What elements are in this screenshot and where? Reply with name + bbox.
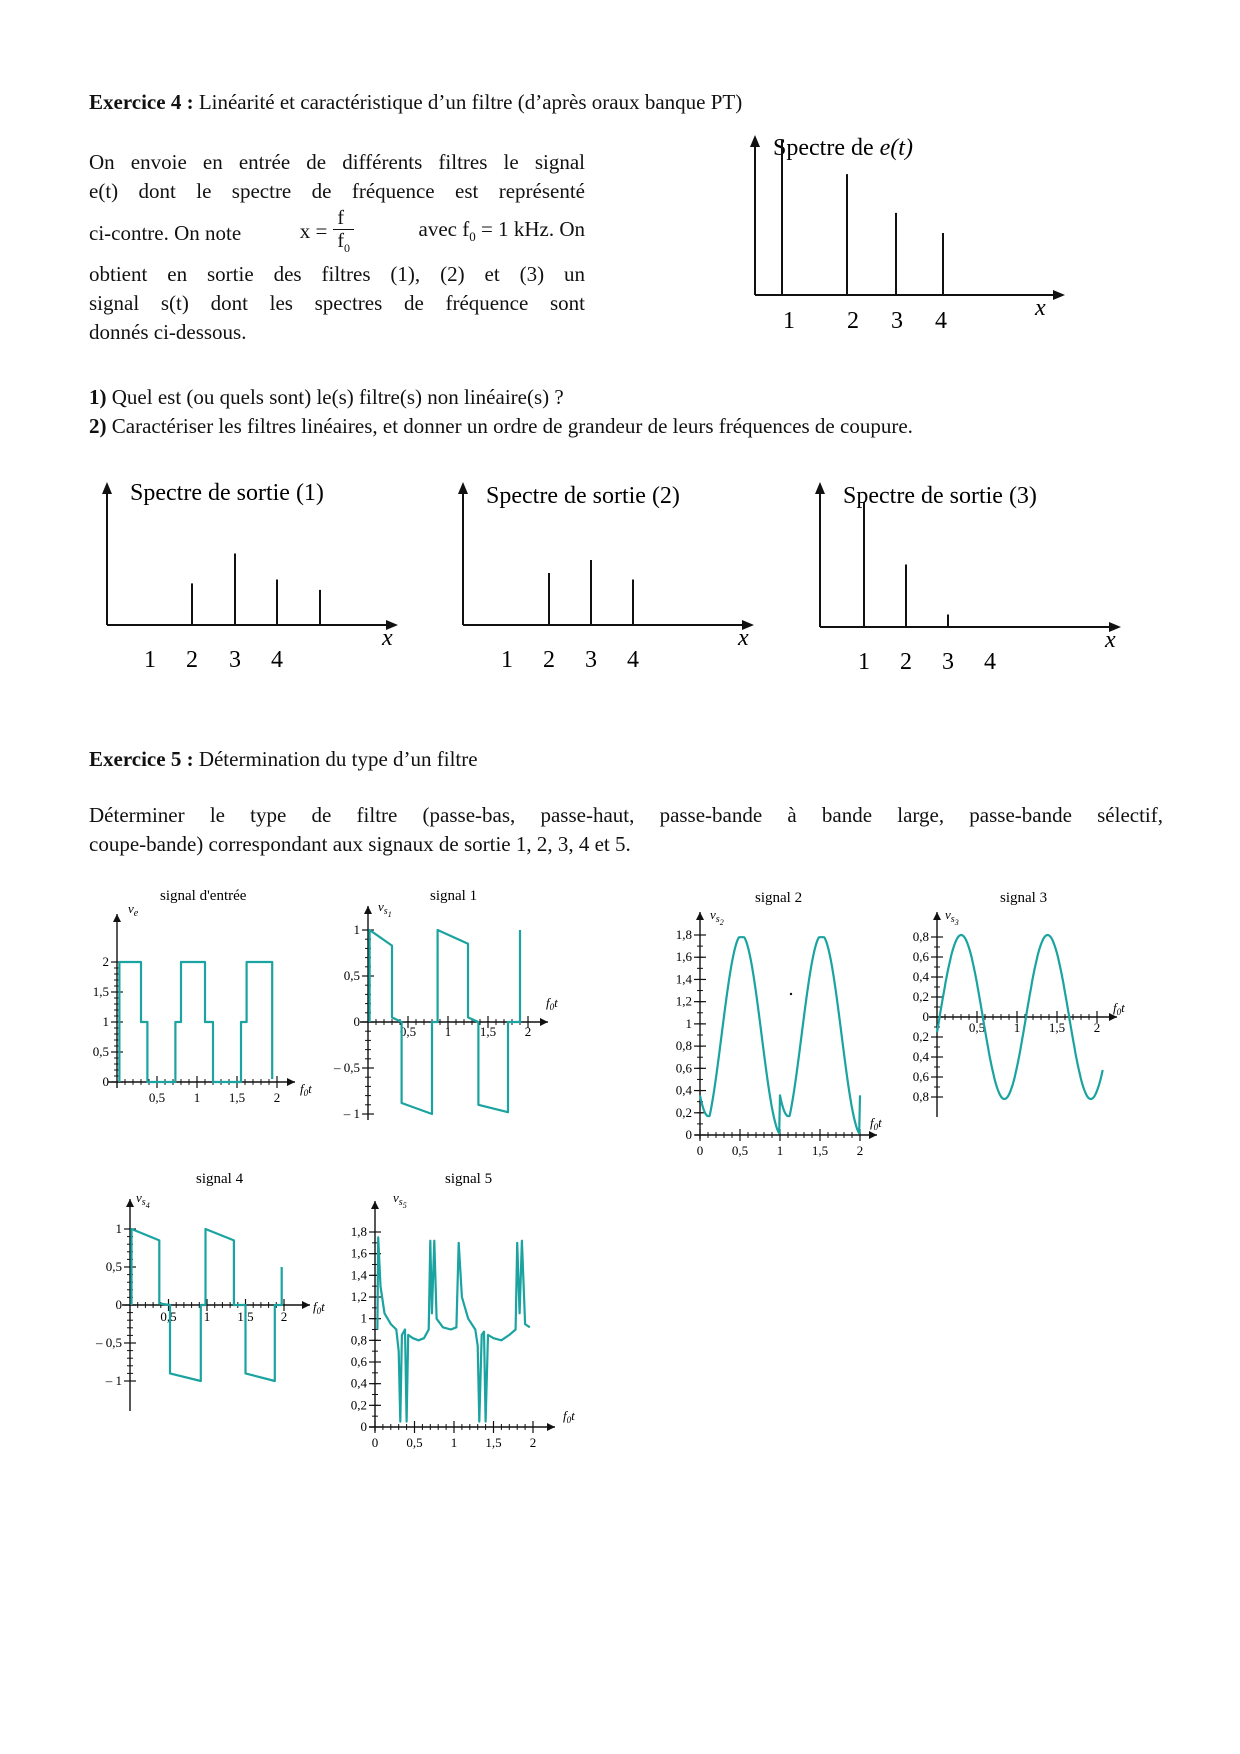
plot-s2-ytick: 1,4 bbox=[675, 971, 692, 987]
plot-s1-ytick: 1 bbox=[353, 922, 360, 937]
output-spectrum-3 bbox=[805, 470, 1145, 670]
plot-entree-ytick: 2 bbox=[102, 954, 109, 969]
ex4-questions bbox=[89, 383, 1169, 441]
spec-o3-tick-2: 2 bbox=[900, 649, 912, 670]
plot-s4-ytick: 0 bbox=[115, 1297, 122, 1312]
spec-o1-tick-4: 4 bbox=[271, 647, 283, 670]
plot-s1-title: signal 1 bbox=[430, 888, 478, 904]
plot-s3-xtick: 0,5 bbox=[968, 1020, 986, 1035]
plot-s1-xtick: 0,5 bbox=[399, 1024, 417, 1039]
plot-s5-ytick: 0,8 bbox=[350, 1332, 367, 1348]
plot-s5-xtick: 1 bbox=[450, 1435, 458, 1450]
plot-s3-xtick: 1 bbox=[1013, 1020, 1021, 1035]
plot-s2-ytick: 0 bbox=[685, 1127, 692, 1142]
plot-entree-ylabel: $v_e$ bbox=[128, 901, 139, 919]
plot-s3-xtick: 2 bbox=[1093, 1020, 1101, 1035]
spec-o1-tick-3: 3 bbox=[229, 647, 241, 670]
input-spectrum-title: Spectre de e(t) bbox=[773, 135, 913, 161]
plot-s5-ytick: 0,2 bbox=[350, 1397, 367, 1413]
plot-s3-ytick: 0,2 bbox=[912, 1029, 929, 1044]
plot-s5-ytick: 1,6 bbox=[350, 1245, 367, 1261]
plot-entree-ytick: 1 bbox=[102, 1014, 109, 1029]
plot-s3-ytick: 0,4 bbox=[912, 969, 929, 984]
plot-s3-title: signal 3 bbox=[1000, 890, 1048, 906]
plot-signal-5 bbox=[345, 1165, 585, 1465]
spec-o3-tick-1: 1 bbox=[858, 649, 870, 670]
spec-o1-tick-1: 1 bbox=[144, 647, 156, 670]
output-spectrum-1-title: Spectre de sortie (1) bbox=[130, 480, 324, 506]
plot-s1-ytick: 0 bbox=[353, 1014, 360, 1029]
plot-s2-dot bbox=[790, 993, 792, 995]
plot-entree-ytick: 1,5 bbox=[92, 984, 109, 999]
spec-in-tick-3: 3 bbox=[891, 308, 903, 334]
plot-s3-ytick: 0,6 bbox=[912, 1069, 929, 1084]
plot-entree-xtick: 1 bbox=[193, 1090, 201, 1105]
output-spectrum-2 bbox=[448, 470, 778, 670]
plot-s2-ylabel: $v_{s2}$ bbox=[710, 907, 724, 927]
plot-s4-ytick: – 1 bbox=[105, 1373, 122, 1388]
output-spectrum-1 bbox=[92, 470, 422, 670]
plot-s2-xtick: 2 bbox=[856, 1143, 864, 1158]
plot-entree-curve bbox=[119, 962, 272, 1082]
plot-s5-ytick: 0,4 bbox=[350, 1375, 367, 1391]
plot-s5-ytick: 0 bbox=[360, 1419, 367, 1434]
input-spectrum-xlabel: x bbox=[1035, 295, 1046, 321]
plot-s2-xtick: 1,5 bbox=[811, 1143, 829, 1158]
plot-s4-xlabel: $f_0t$ bbox=[313, 1299, 325, 1316]
plot-entree-xlabel: $f_0t$ bbox=[300, 1081, 312, 1098]
plot-s2-ytick: 1,8 bbox=[675, 927, 692, 942]
plot-s3-ytick: 0,8 bbox=[912, 929, 929, 944]
ex5-title: Exercice 5 : Détermination du type d’un filtre bbox=[89, 747, 478, 771]
plot-s1-xtick: 1,5 bbox=[479, 1024, 497, 1039]
spec-o1-tick-2: 2 bbox=[186, 647, 198, 670]
plot-s5-xtick: 0 bbox=[371, 1435, 379, 1450]
plot-entree-ytick: 0,5 bbox=[92, 1044, 109, 1059]
plot-entree-xtick: 1,5 bbox=[228, 1090, 246, 1105]
plot-s4-xtick: 2 bbox=[280, 1309, 288, 1324]
plot-s3-ytick: 0,4 bbox=[912, 1049, 929, 1064]
plot-entree-ytick: 0 bbox=[102, 1074, 109, 1089]
plot-s2-xtick: 0,5 bbox=[731, 1143, 749, 1158]
plot-s2-ytick: 0,4 bbox=[675, 1082, 692, 1098]
plot-s2-ytick: 0,8 bbox=[675, 1038, 692, 1054]
plot-s5-ytick: 1,4 bbox=[350, 1267, 367, 1283]
plot-s1-xtick: 2 bbox=[524, 1024, 532, 1039]
plot-s2-xtick: 1 bbox=[776, 1143, 784, 1158]
plot-s4-ytick: 0,5 bbox=[105, 1259, 122, 1274]
ex5-text: Déterminer le type de filtre (passe-bas, passe-haut, passe-bande à bande large, passe-bande sélectif, coupe-bande) correspondant aux signaux de sortie 1, 2, 3, 4 et 5. bbox=[89, 803, 1163, 856]
plot-s5-xtick: 2 bbox=[529, 1435, 537, 1450]
plot-s3-xlabel: $f_0t$ bbox=[1113, 1000, 1125, 1017]
plot-s1-xlabel: $f_0t$ bbox=[546, 995, 558, 1012]
plot-s2-ytick: 1,2 bbox=[675, 993, 692, 1009]
plot-entree-xtick: 2 bbox=[273, 1090, 281, 1105]
question-1: 1) Quel est (ou quels sont) le(s) filtre(s) non linéaire(s) ? bbox=[89, 385, 564, 409]
output-spectrum-1-xlabel: x bbox=[382, 625, 393, 651]
plot-s4-xtick: 0,5 bbox=[160, 1309, 177, 1324]
plot-s4-title: signal 4 bbox=[196, 1171, 244, 1187]
plot-s1-xtick: 1 bbox=[444, 1024, 452, 1039]
spec-o2-tick-2: 2 bbox=[543, 647, 555, 670]
input-spectrum bbox=[735, 125, 1075, 335]
plot-s1-ytick: 0,5 bbox=[343, 968, 360, 983]
plot-s3-xtick: 1,5 bbox=[1048, 1020, 1066, 1035]
plot-s5-title: signal 5 bbox=[445, 1171, 493, 1187]
plot-s2-title: signal 2 bbox=[755, 890, 803, 906]
plot-s3-ytick: 0 bbox=[922, 1009, 929, 1024]
spec-o3-tick-3: 3 bbox=[942, 649, 954, 670]
output-spectrum-2-title: Spectre de sortie (2) bbox=[486, 483, 680, 509]
plot-s3-ytick: 0,8 bbox=[912, 1089, 929, 1104]
plot-s2-xlabel: $f_0t$ bbox=[870, 1115, 882, 1132]
plot-s4-ytick: – 0,5 bbox=[96, 1335, 122, 1350]
plot-signal-3 bbox=[895, 882, 1145, 1172]
plot-signal-2 bbox=[655, 882, 905, 1172]
question-2: 2) Caractériser les filtres linéaires, et donner un ordre de grandeur de leurs fréquences de coupure. bbox=[89, 414, 913, 438]
plot-signal-1 bbox=[320, 880, 565, 1145]
plot-s5-xlabel: $f_0t$ bbox=[563, 1408, 575, 1425]
plot-s3-ylabel: $v_{s3}$ bbox=[945, 907, 959, 927]
spec-in-tick-2: 2 bbox=[847, 308, 859, 334]
plot-s2-xtick: 0 bbox=[696, 1143, 704, 1158]
plot-s4-ylabel: $v_{s4}$ bbox=[136, 1190, 150, 1210]
plot-s1-ytick: – 0,5 bbox=[334, 1060, 360, 1075]
plot-s5-ytick: 1 bbox=[360, 1310, 367, 1326]
output-spectrum-3-title: Spectre de sortie (3) bbox=[843, 483, 1037, 509]
plot-s5-ytick: 1,8 bbox=[350, 1224, 367, 1239]
plot-s1-ylabel: $v_{s1}$ bbox=[378, 899, 392, 919]
ex4-title: Exercice 4 : Linéarité et caractéristique d’un filtre (d’après oraux banque PT) bbox=[89, 90, 743, 114]
plot-s4-ytick: 1 bbox=[115, 1221, 122, 1236]
plot-signal-entree bbox=[88, 880, 323, 1145]
plot-s5-xtick: 0,5 bbox=[406, 1435, 423, 1450]
plot-s3-ytick: 0,6 bbox=[912, 949, 929, 964]
plot-signal-4 bbox=[88, 1165, 338, 1440]
plot-s1-ytick: – 1 bbox=[343, 1106, 360, 1121]
spec-o2-tick-3: 3 bbox=[585, 647, 597, 670]
plot-s2-ytick: 0,2 bbox=[675, 1104, 692, 1120]
spec-o2-tick-4: 4 bbox=[627, 647, 639, 670]
plot-s4-xtick: 1 bbox=[203, 1309, 211, 1324]
plot-s5-xtick: 1,5 bbox=[485, 1435, 502, 1450]
plot-s2-curve bbox=[700, 937, 860, 1133]
plot-s5-curve bbox=[377, 1237, 529, 1421]
spec-o2-tick-1: 1 bbox=[501, 647, 513, 670]
spec-in-tick-1: 1 bbox=[783, 308, 795, 334]
plot-entree-title: signal d'entrée bbox=[160, 888, 247, 904]
plot-s4-xtick: 1,5 bbox=[237, 1309, 254, 1324]
spec-in-tick-4: 4 bbox=[935, 308, 947, 334]
output-spectrum-3-xlabel: x bbox=[1105, 627, 1116, 653]
plot-s5-ytick: 1,2 bbox=[350, 1289, 367, 1304]
output-spectrum-2-xlabel: x bbox=[738, 625, 749, 651]
plot-s5-ylabel: $v_{s5}$ bbox=[393, 1190, 407, 1210]
ex4-intro: On envoie en entrée de différents filtres le signal e(t) dont le spectre de fréquence est représenté ci-contre. On note x = $\frac{f}{f_0}$ avec $f_0 = 1$ kHz. On obtient en sortie des filtres (1), (2) et (3) un signal s(t) dont les spectres de fréquence sont donnés ci-dessous. bbox=[89, 150, 585, 344]
plot-s2-ytick: 1 bbox=[685, 1015, 692, 1031]
plot-entree-xtick: 0,5 bbox=[148, 1090, 166, 1105]
plot-s2-ytick: 0,6 bbox=[675, 1060, 692, 1076]
plot-s2-ytick: 1,6 bbox=[675, 949, 692, 965]
plot-s5-ytick: 0,6 bbox=[350, 1354, 367, 1369]
plot-s3-ytick: 0,2 bbox=[912, 989, 929, 1004]
spec-o3-tick-4: 4 bbox=[984, 649, 996, 670]
